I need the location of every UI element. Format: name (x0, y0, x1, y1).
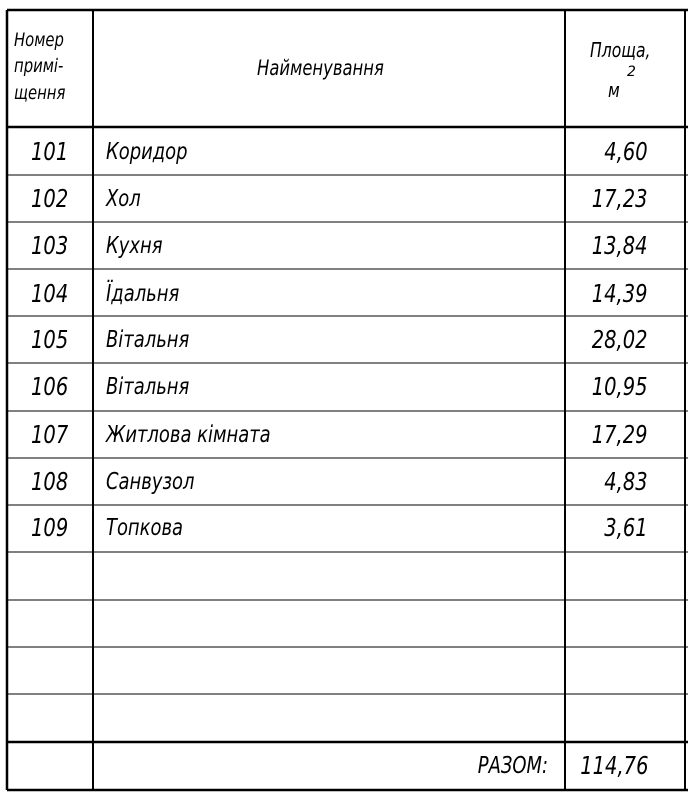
room-name: Їдальня (106, 281, 180, 307)
room-number: 109 (31, 513, 69, 542)
room-name: Топкова (106, 515, 184, 541)
header-number-line-3: щення (14, 82, 66, 104)
total-value: 114,76 (579, 751, 648, 780)
room-number: 102 (31, 184, 69, 213)
room-name: Житлова кімната (106, 422, 271, 448)
room-name: Вітальня (106, 327, 190, 353)
header-area-unit-power: 2 (627, 64, 636, 80)
room-area: 3,61 (604, 513, 648, 542)
header-name: Найменування (257, 56, 384, 80)
room-number: 107 (31, 420, 69, 449)
room-area: 4,60 (604, 137, 648, 166)
header-number-line-2: примі- (14, 55, 64, 77)
room-number: 108 (31, 467, 69, 496)
room-area: 13,84 (592, 231, 648, 260)
room-area: 28,02 (592, 325, 648, 354)
room-area: 10,95 (592, 372, 648, 401)
room-area: 4,83 (604, 467, 648, 496)
room-name: Кухня (106, 233, 163, 259)
room-name: Вітальня (106, 374, 190, 400)
header-number-line-1: Номер (14, 29, 64, 51)
total-label: РАЗОМ: (477, 753, 548, 779)
room-number: 103 (31, 231, 69, 260)
room-area: 17,29 (592, 420, 648, 449)
room-area: 14,39 (592, 279, 648, 308)
header-area-unit: м (608, 78, 620, 102)
room-number: 106 (31, 372, 69, 401)
room-number: 104 (31, 279, 69, 308)
room-name: Коридор (106, 139, 188, 165)
room-number: 101 (31, 137, 69, 166)
room-number: 105 (31, 325, 69, 354)
header-area-label: Площа, (590, 38, 651, 62)
room-area: 17,23 (592, 184, 648, 213)
room-name: Санвузол (106, 469, 195, 495)
room-name: Хол (106, 186, 141, 212)
